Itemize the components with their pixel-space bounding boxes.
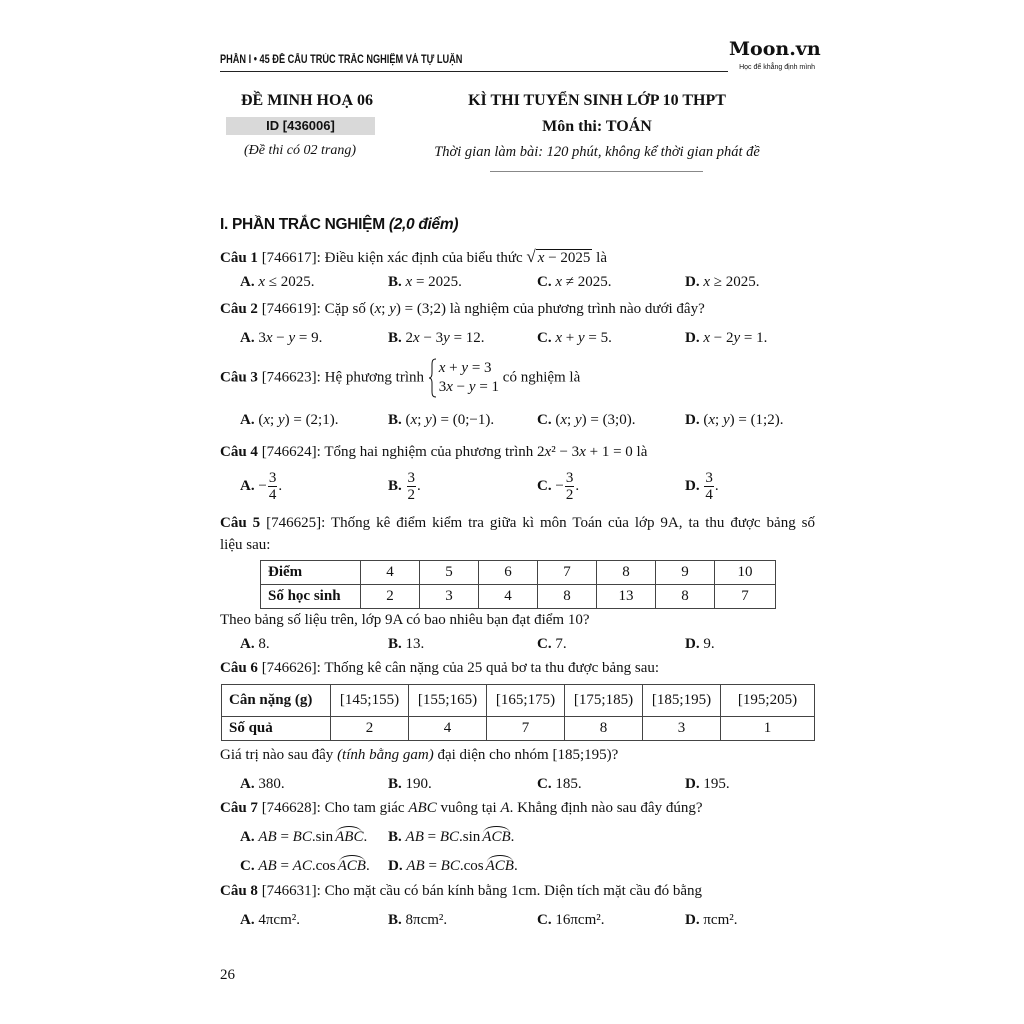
question-ref: [746625]:: [266, 515, 326, 531]
math-variable: y: [722, 412, 730, 428]
table-cell: 8: [656, 585, 715, 609]
option-end: .: [278, 477, 283, 494]
table-cell: 4: [361, 561, 420, 585]
option-label: B.: [388, 912, 402, 928]
option-text: x ≠ 2025.: [555, 274, 612, 290]
table-row: [261, 585, 776, 609]
option-end: .: [513, 858, 518, 874]
option-label: A.: [240, 829, 255, 845]
option-d: [685, 775, 730, 793]
math-variable: C: [491, 829, 502, 845]
option-c: [537, 775, 582, 793]
math-variable: A: [337, 858, 347, 874]
math-variable: x: [579, 444, 586, 460]
section-title: [220, 215, 458, 235]
table-row-header: Điểm: [261, 561, 361, 585]
question-text: Hệ phương trình: [324, 369, 424, 386]
angle: [338, 857, 366, 875]
option-text: x ≥ 2025.: [703, 274, 760, 290]
radicand: x − 2025: [537, 250, 591, 266]
question-text: Điều kiện xác định của biểu thức: [324, 250, 523, 266]
math-variable: x: [555, 330, 563, 346]
option-text: x + y = 5.: [555, 330, 612, 346]
option-text: (x; y) = (3;0).: [555, 412, 636, 428]
score-table: [260, 560, 776, 609]
header-divider: [220, 71, 728, 72]
question-ref: [746619]:: [261, 301, 321, 317]
math-variable: A: [405, 829, 415, 845]
table-cell: 6: [479, 561, 538, 585]
question-text: Cho tam giác: [324, 800, 405, 816]
exam-id-badge: ID [436006]: [226, 117, 375, 135]
question-label: Câu 5: [220, 515, 261, 531]
option-label: D.: [685, 412, 700, 428]
table-cell: 13: [597, 585, 656, 609]
fraction-sign: −: [258, 477, 267, 494]
table-cell: 8: [597, 561, 656, 585]
option-b: [388, 411, 494, 429]
option-text: 195.: [703, 776, 730, 792]
math-variable: A: [258, 858, 268, 874]
option-text: 4πcm².: [258, 912, 300, 928]
question-label: Câu 1: [220, 250, 258, 266]
question-text: Thống kê cân nặng của 25 quả bơ ta thu được bảng sau:: [324, 660, 660, 676]
question-text-tail: là: [636, 444, 648, 460]
question-text-tail: là: [596, 250, 607, 266]
math-variable: B: [501, 829, 511, 845]
math-variable: B: [356, 858, 366, 874]
option-text: AB = BC.sin: [405, 829, 481, 845]
option-a: [240, 775, 285, 793]
option-c: [240, 857, 370, 875]
math-variable: y: [389, 301, 396, 317]
question-ref: [746626]:: [261, 660, 321, 676]
option-end: .: [714, 477, 719, 494]
option-text: AB = BC.sin: [258, 829, 334, 845]
section-points: (2,0 điểm): [388, 216, 459, 233]
table-cell: 10: [715, 561, 776, 585]
table-row: [261, 561, 776, 585]
option-b: [388, 911, 447, 929]
math-variable: C: [449, 829, 460, 845]
table-cell: 3: [643, 717, 721, 741]
option-c: [537, 470, 579, 504]
math-variable: B: [344, 829, 354, 845]
running-header: PHẦN I • 45 ĐỀ CẤU TRÚC TRẮC NGHIỆM VÀ TỰ LUẬN: [220, 54, 463, 66]
fraction-numerator: 3: [705, 470, 713, 486]
question-text: Cho mặt cầu có bán kính bằng 1cm. Diện tích mặt cầu đó bằng: [324, 883, 703, 899]
option-label: B.: [388, 829, 402, 845]
fraction-denominator: 2: [407, 487, 416, 503]
option-text: x = 2025.: [405, 274, 462, 290]
table-cell: 8: [565, 717, 643, 741]
brand-slogan: Học để khẳng định mình: [739, 64, 815, 71]
option-a: [240, 273, 315, 291]
math-variable: x: [446, 379, 453, 395]
option-label: B.: [388, 477, 402, 494]
option-label: D.: [685, 912, 700, 928]
math-variable: x: [703, 330, 711, 346]
system-equation: 3x − y = 1: [438, 379, 500, 395]
option-label: A.: [240, 330, 255, 346]
math-variable: B: [415, 858, 425, 874]
option-text: 16πcm².: [555, 912, 605, 928]
interval: [185;195): [552, 747, 612, 763]
math-variable: x: [703, 274, 711, 290]
option-label: C.: [537, 776, 552, 792]
fraction-numerator: 3: [268, 470, 277, 486]
option-end: .: [363, 829, 368, 845]
option-text: 190.: [405, 776, 432, 792]
question-text-tail: có nghiệm là: [502, 369, 581, 386]
table-row-header: Cân nặng (g): [222, 685, 331, 717]
option-text: 13.: [405, 636, 425, 652]
table-cell: 7: [487, 717, 565, 741]
table-cell: 4: [409, 717, 487, 741]
fraction: [268, 470, 278, 503]
option-text: 9.: [703, 636, 715, 652]
question-ref: [746624]:: [261, 444, 321, 460]
table-cell: 4: [479, 585, 538, 609]
option-a: [240, 911, 300, 929]
question-6-prompt: [220, 746, 618, 764]
question-2-stem: [220, 300, 705, 318]
fraction-numerator: 3: [407, 470, 416, 486]
option-d: [388, 857, 518, 875]
math-variable: x: [438, 360, 446, 376]
math-variable: B: [504, 858, 514, 874]
table-cell: 2: [331, 717, 409, 741]
option-text: 2x − 3y = 12.: [405, 330, 485, 346]
table-cell: [165;175): [487, 685, 565, 717]
option-d: [685, 635, 715, 653]
math-variable: A: [292, 858, 302, 874]
option-label: C.: [537, 636, 552, 652]
table-cell: 8: [538, 585, 597, 609]
prompt-text: đại diện cho nhóm: [437, 747, 549, 763]
table-row: [222, 717, 815, 741]
question-ref: [746623]:: [261, 369, 321, 386]
exam-subject: Môn thi: TOÁN: [542, 118, 652, 135]
option-label: D.: [685, 274, 700, 290]
system-equation: x + y = 3: [438, 360, 492, 376]
angle: [335, 828, 363, 846]
math-variable: A: [408, 800, 418, 816]
math-variable: B: [267, 858, 277, 874]
question-7-stem: [220, 799, 703, 817]
option-a: [240, 411, 338, 429]
option-text: x − 2y = 1.: [703, 330, 768, 346]
option-b: [388, 828, 514, 846]
question-ref: [746631]:: [261, 883, 321, 899]
math-variable: x: [708, 412, 716, 428]
question-6-stem: [220, 659, 659, 677]
option-text: AB = BC.cos: [406, 858, 484, 874]
question-text: vuông tại: [440, 800, 497, 816]
question-text-tail: là nghiệm của phương trình nào dưới đây?: [449, 301, 705, 317]
option-text: 8.: [258, 636, 270, 652]
option-text: 7.: [555, 636, 567, 652]
question-label: Câu 6: [220, 660, 258, 676]
option-b: [388, 775, 432, 793]
option-label: A.: [240, 412, 255, 428]
option-text: πcm².: [703, 912, 738, 928]
system-equations: [439, 359, 499, 397]
fraction: [407, 470, 417, 503]
option-text: (x; y) = (0;−1).: [405, 412, 495, 428]
math-variable: y: [425, 412, 432, 428]
option-c: [537, 273, 612, 291]
math-variable: x: [374, 301, 382, 317]
question-ref: [746628]:: [261, 800, 321, 816]
math-variable: x: [560, 412, 568, 428]
option-label: D.: [685, 477, 700, 494]
question-text: Thống kê điểm kiểm tra giữa kì môn Toán của lớp 9A, ta thu được bảng số: [330, 515, 816, 531]
math-variable: B: [267, 829, 277, 845]
question-text: Khẳng định nào sau đây đúng?: [517, 800, 703, 816]
table-cell: 7: [715, 585, 776, 609]
math-variable: B: [440, 858, 450, 874]
question-1-stem: [220, 248, 607, 266]
radical-sign: √: [526, 247, 536, 266]
radical-expression: [526, 247, 592, 266]
fraction-sign: −: [555, 477, 564, 494]
table-cell: [145;155): [331, 685, 409, 717]
option-label: C.: [537, 274, 552, 290]
table-row: [222, 685, 815, 717]
option-label: B.: [388, 636, 402, 652]
question-5-stem: [220, 514, 815, 532]
section-title-text: I. PHẦN TRẮC NGHIỆM: [220, 216, 385, 233]
option-end: .: [417, 477, 421, 494]
vertex-name: A.: [500, 800, 514, 816]
fraction-denominator: 2: [565, 487, 574, 503]
angle: [482, 828, 510, 846]
exam-pages-note: (Đề thi có 02 trang): [244, 143, 356, 158]
math-variable: y: [461, 360, 469, 376]
weight-table: [221, 684, 815, 741]
fraction: [704, 470, 714, 503]
question-8-stem: [220, 882, 702, 900]
question-3-stem: [220, 358, 580, 398]
option-b: [388, 470, 421, 504]
math-variable: x: [544, 444, 552, 460]
option-label: C.: [537, 477, 552, 494]
option-label: A.: [240, 477, 255, 494]
question-label: Câu 7: [220, 800, 258, 816]
table-cell: [185;195): [643, 685, 721, 717]
math-variable: y: [277, 412, 285, 428]
option-text: 3x − y = 9.: [258, 330, 323, 346]
table-cell: 2: [361, 585, 420, 609]
question-5-prompt: Theo bảng số liệu trên, lớp 9A có bao nhiêu bạn đạt điểm 10?: [220, 612, 590, 628]
option-d: [685, 411, 783, 429]
title-divider: [490, 171, 703, 172]
math-variable: C: [353, 829, 364, 845]
table-cell: 7: [538, 561, 597, 585]
option-label: A.: [240, 776, 255, 792]
option-b: [388, 635, 424, 653]
math-variable: C: [426, 800, 437, 816]
option-d: [685, 470, 719, 504]
math-variable: x: [410, 412, 418, 428]
triangle-name: [408, 800, 436, 816]
math-variable: x: [555, 274, 563, 290]
table-cell: 9: [656, 561, 715, 585]
fraction: [565, 470, 575, 503]
question-label: Câu 3: [220, 369, 258, 386]
option-label: C.: [240, 858, 255, 874]
math-variable: B: [417, 800, 427, 816]
math-variable: y: [577, 330, 585, 346]
option-c: [537, 635, 567, 653]
option-text: x ≤ 2025.: [258, 274, 315, 290]
option-end: .: [365, 858, 370, 874]
option-text: (x; y) = (1;2).: [703, 412, 784, 428]
math-variable: x: [258, 274, 266, 290]
table-cell: 1: [721, 717, 815, 741]
option-d: [685, 329, 767, 347]
math-variable: x: [405, 274, 413, 290]
question-4-stem: [220, 443, 647, 461]
option-c: [537, 911, 605, 929]
option-a: [240, 635, 270, 653]
math-variable: y: [468, 379, 476, 395]
option-end: .: [510, 829, 515, 845]
math-variable: A: [258, 829, 268, 845]
math-variable: B: [292, 829, 302, 845]
math-variable: A: [406, 858, 416, 874]
table-cell: 5: [420, 561, 479, 585]
math-variable: B: [414, 829, 424, 845]
math-variable: A: [482, 829, 492, 845]
table-row-header: Số quả: [222, 717, 331, 741]
option-label: C.: [537, 412, 552, 428]
math-variable: y: [288, 330, 296, 346]
option-label: D.: [685, 636, 700, 652]
option-b: [388, 329, 485, 347]
option-a: [240, 329, 322, 347]
prompt-italic: (tính bằng gam): [337, 747, 434, 763]
math-variable: C: [346, 858, 357, 874]
question-5-stem-cont: liệu sau:: [220, 537, 271, 553]
prompt-end: ?: [611, 747, 619, 763]
question-label: Câu 2: [220, 301, 258, 317]
math-variable: x: [265, 330, 273, 346]
fraction-denominator: 4: [268, 487, 277, 503]
option-label: B.: [388, 412, 402, 428]
table-cell: [175;185): [565, 685, 643, 717]
table-row-header: Số học sinh: [261, 585, 361, 609]
math-variable: x: [537, 250, 545, 266]
option-text: (x; y) = (2;1).: [258, 412, 339, 428]
table-cell: [155;165): [409, 685, 487, 717]
prompt-text: Giá trị nào sau đây: [220, 747, 334, 763]
math-expression: (x; y) = (3;2): [369, 301, 446, 317]
math-variable: C: [301, 829, 312, 845]
math-variable: y: [574, 412, 582, 428]
exam-time-note: Thời gian làm bài: 120 phút, không kể thời gian phát đề: [434, 144, 760, 160]
exam-title: KÌ THI TUYỂN SINH LỚP 10 THPT: [468, 92, 726, 109]
fraction-numerator: 3: [565, 470, 574, 486]
question-text: Tổng hai nghiệm của phương trình: [324, 444, 534, 460]
option-a: [240, 828, 367, 846]
option-text: 8πcm².: [405, 912, 448, 928]
option-b: [388, 273, 462, 291]
question-label: Câu 4: [220, 444, 258, 460]
option-label: D.: [685, 330, 700, 346]
math-variable: A: [485, 858, 495, 874]
option-label: D.: [388, 858, 403, 874]
option-a: [240, 470, 282, 504]
exam-code: ĐỀ MINH HOẠ 06: [241, 92, 373, 109]
system-brace: [428, 358, 437, 398]
option-label: A.: [240, 912, 255, 928]
option-label: A.: [240, 636, 255, 652]
question-ref: [746617]:: [261, 250, 321, 266]
angle: [486, 857, 514, 875]
option-text: 380.: [258, 776, 285, 792]
option-label: C.: [537, 912, 552, 928]
math-variable: C: [301, 858, 312, 874]
math-variable: C: [449, 858, 460, 874]
math-variable: A: [500, 800, 510, 816]
option-text: 185.: [555, 776, 582, 792]
math-variable: A: [335, 829, 345, 845]
option-end: .: [575, 477, 580, 494]
option-label: C.: [537, 330, 552, 346]
page-number: 26: [220, 967, 235, 983]
fraction-denominator: 4: [705, 487, 713, 503]
option-label: D.: [685, 776, 700, 792]
equation-system: [428, 358, 499, 398]
option-label: A.: [240, 274, 255, 290]
option-label: B.: [388, 776, 402, 792]
option-text: AB = AC.cos: [258, 858, 336, 874]
math-variable: x: [263, 412, 271, 428]
math-variable: y: [733, 330, 741, 346]
math-variable: C: [494, 858, 505, 874]
option-c: [537, 411, 635, 429]
math-variable: x: [413, 330, 420, 346]
option-c: [537, 329, 612, 347]
math-variable: y: [443, 330, 450, 346]
option-d: [685, 273, 760, 291]
brand-logo: Moon.vn: [729, 38, 821, 60]
option-label: B.: [388, 330, 402, 346]
option-label: B.: [388, 274, 402, 290]
table-cell: 3: [420, 585, 479, 609]
math-expression: 2x² − 3x + 1 = 0: [537, 444, 633, 460]
option-d: [685, 911, 738, 929]
math-variable: B: [439, 829, 449, 845]
question-label: Câu 8: [220, 883, 258, 899]
question-text: Cặp số: [324, 301, 366, 317]
table-cell: [195;205): [721, 685, 815, 717]
